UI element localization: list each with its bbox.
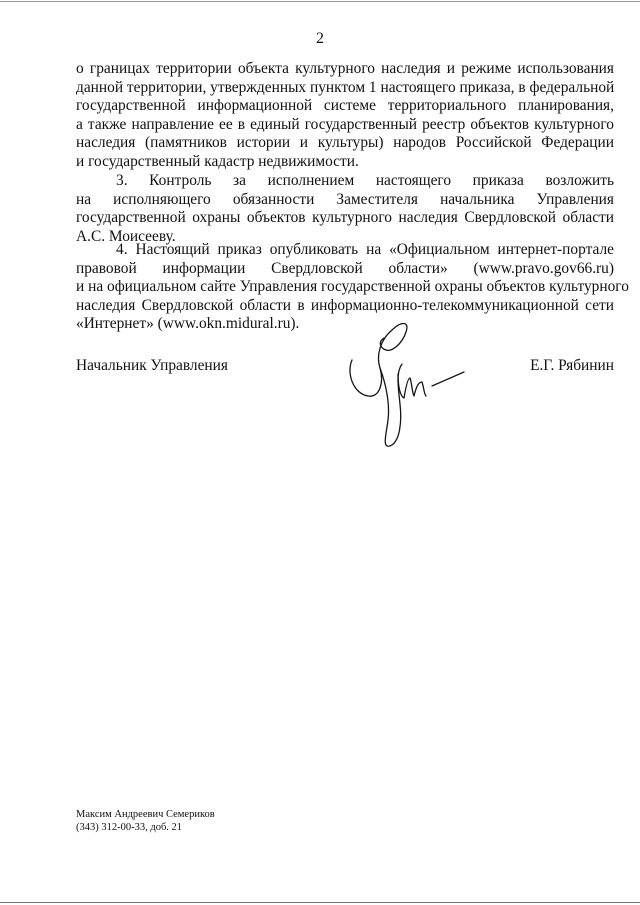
- text-line: наследия (памятников истории и культуры) народов Российской Федерации: [76, 134, 614, 152]
- text-line: о границах территории объекта культурного наследия и режиме использования: [76, 60, 614, 77]
- text-line: государственной информационной системе территориального планирования,: [76, 97, 614, 115]
- text-line: данной территории, утвержденных пунктом 1 настоящего приказа, в федеральной: [76, 78, 615, 96]
- text-line: и на официальном сайте Управления государственной охраны объектов культурного: [76, 278, 629, 296]
- text-line: правовой информации Свердловской области» (www.pravo.gov66.ru): [76, 259, 614, 277]
- page-number: 2: [316, 30, 324, 47]
- text-line: 4. Настоящий приказ опубликовать на «Официальном интернет-портале: [116, 241, 614, 258]
- text-line: и государственный кадастр недвижимости.: [76, 152, 359, 170]
- executor-name: Максим Андреевич Семериков: [76, 809, 215, 820]
- signer-title: Начальник Управления: [76, 357, 228, 374]
- text-line: государственной охраны объектов культурного наследия Свердловской области: [76, 209, 614, 227]
- signer-name: Е.Г. Рябинин: [530, 357, 614, 374]
- text-line: а также направление ее в единый государственный реестр объектов культурного: [76, 115, 614, 133]
- signature-block: [76, 357, 614, 377]
- text-line: А.С. Моисееву.: [76, 227, 176, 245]
- handwritten-signature: [340, 312, 480, 452]
- scan-edge-top: [0, 1, 640, 2]
- executor-phone: (343) 312-00-33, доб. 21: [76, 822, 183, 833]
- text-line: «Интернет» (www.okn.midural.ru).: [76, 315, 300, 333]
- text-line: на исполняющего обязанности Заместителя начальника Управления: [76, 190, 614, 208]
- text-line: 3. Контроль за исполнением настоящего приказа возложить: [116, 172, 614, 189]
- paragraph-continuation: [76, 60, 614, 172]
- executor-info: [76, 808, 215, 834]
- text-line: наследия Свердловской области в информационно-телекоммуникационной сети: [76, 296, 614, 314]
- scan-edge-bottom: [0, 902, 640, 903]
- paragraph-item-3: [76, 172, 614, 246]
